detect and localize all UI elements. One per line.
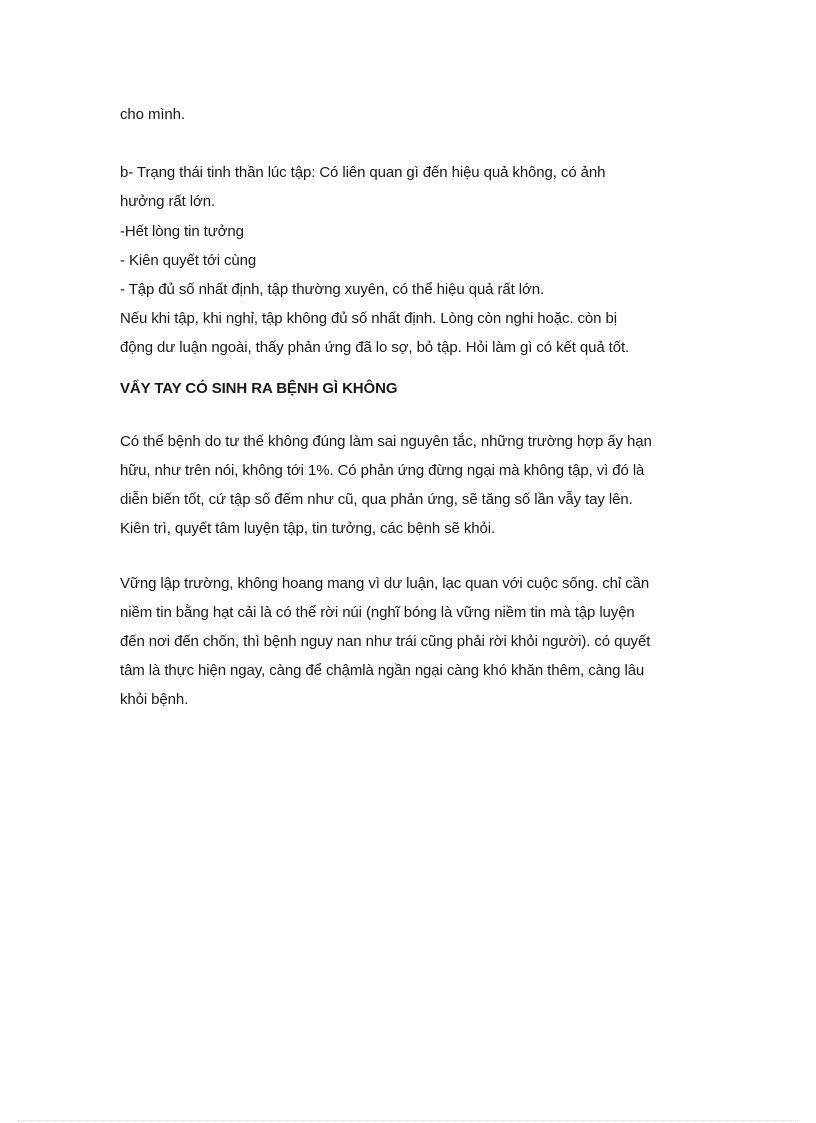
paragraph-spacer bbox=[120, 544, 705, 569]
paragraph-2 bbox=[120, 569, 705, 715]
text-line: - Kiên quyết tới cùng bbox=[120, 251, 257, 269]
text-line: hưởng rất lớn. bbox=[120, 193, 216, 211]
intro-paragraph bbox=[120, 100, 705, 129]
text-line: niềm tin bằng hạt cải là có thể rời núi (nghĩ bóng là vững niềm tin mà tập luyện bbox=[120, 603, 635, 621]
text-line: đến nơi đến chốn, thì bệnh nguy nan như trái cũng phải rời khỏi người). có quyết bbox=[120, 633, 651, 651]
document-body bbox=[120, 100, 705, 715]
page-bottom-border bbox=[18, 1120, 798, 1121]
text-line: b- Trạng thái tinh thần lúc tập: Có liên quan gì đến hiệu quả không, có ảnh bbox=[120, 164, 606, 182]
section-heading: VẨY TAY CÓ SINH RA BỆNH GÌ KHÔNG bbox=[120, 379, 398, 397]
text-line: Nếu khi tập, khi nghỉ, tập không đủ số nhất định. Lòng còn nghi hoặc. còn bị bbox=[120, 310, 617, 328]
text-line: tâm là thực hiện ngay, càng để chậmlà ngần ngại càng khó khăn thêm, càng lâu bbox=[120, 662, 645, 680]
text-line: Vững lập trường, không hoang mang vì dư luận, lạc quan với cuộc sống. chỉ cần bbox=[120, 574, 650, 592]
text-line: khỏi bệnh. bbox=[120, 691, 189, 709]
section-b-paragraph bbox=[120, 158, 705, 362]
text-line: động dư luận ngoài, thấy phản ứng đã lo sợ, bỏ tập. Hỏi làm gì có kết quả tốt. bbox=[120, 339, 630, 357]
paragraph-1 bbox=[120, 427, 705, 544]
text-line: hữu, như trên nói, không tới 1%. Có phản ứng đừng ngại mà không tập, vì đó là bbox=[120, 462, 645, 480]
text-line: cho mình. bbox=[120, 106, 185, 123]
text-line: -Hết lòng tin tưởng bbox=[120, 222, 244, 240]
text-line: Có thể bệnh do tư thế không đúng làm sai nguyên tắc, những trường hợp ấy hạn bbox=[120, 432, 652, 450]
text-line: Kiên trì, quyết tâm luyện tập, tin tưởng, các bệnh sẽ khỏi. bbox=[120, 520, 496, 538]
paragraph-spacer bbox=[120, 129, 705, 158]
text-line: - Tập đủ số nhất định, tập thường xuyên, có thể hiệu quả rất lớn. bbox=[120, 281, 545, 299]
text-line: diễn biến tốt, cứ tập số đếm như cũ, qua phản ứng, sẽ tăng số lần vẫy tay lên. bbox=[120, 491, 633, 509]
